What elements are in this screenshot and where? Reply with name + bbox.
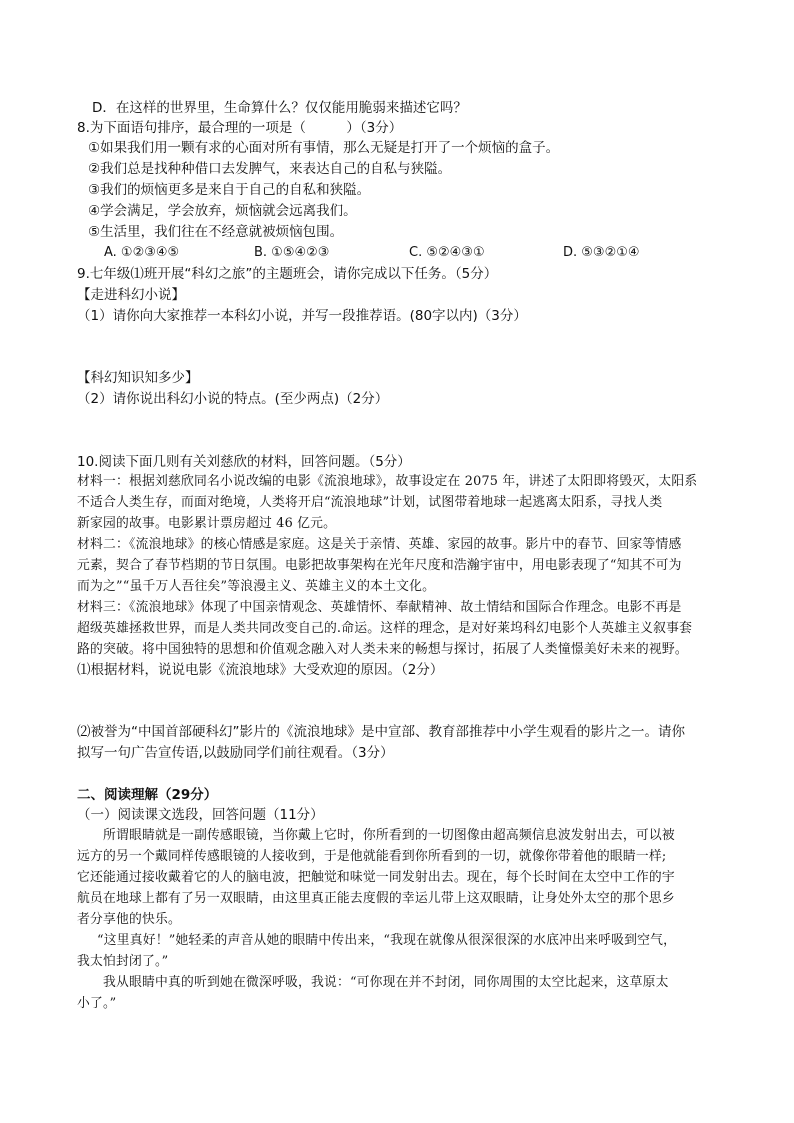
q10-stem: 10.阅读下面几则有关刘慈欣的材料，回答问题。（5分） <box>77 454 411 470</box>
material-3-line-1: 材料三：《流浪地球》体现了中国亲情观念、英雄情怀、奉献精神、故土情结和国际合作理念。电影不再是 <box>77 600 682 615</box>
q8-sentence-1: ①如果我们用一颗有求的心面对所有事情，那么无疑是打开了一个烦恼的盒子。 <box>88 140 560 156</box>
q8-sentence-3: ③我们的烦恼更多是来自于自己的自私和狭隘。 <box>88 182 371 198</box>
material-1-line-1: 材料一：根据刘慈欣同名小说改编的电影《流浪地球》，故事设定在 2075 年，讲述了太阳即将毁灭，太阳系 <box>77 474 698 489</box>
q8-sentence-5: ⑤生活里，我们往在不经意就被烦恼包围。 <box>88 224 344 240</box>
q8-sentence-4: ④学会满足，学会放弃，烦恼就会远离我们。 <box>88 203 357 219</box>
q9-task-1: （1）请你向大家推荐一本科幻小说，并写一段推荐语。(80字以内)（3分） <box>77 308 527 324</box>
material-2-line-3: 而为之”“虽千万人吾往矣”等浪漫主义、英雄主义的本土文化。 <box>77 579 436 594</box>
section-2-heading: 二、阅读理解（29分） <box>77 787 218 803</box>
passage-p2-line-1: “这里真好！”她轻柔的声音从她的眼睛中传出来，“我现在就像从很深很深的水底冲出来呼吸到空气， <box>97 933 677 948</box>
material-3-line-3: 路的突破。将中国独特的思想和价值观念融入对人类未来的畅想与探讨，拓展了人类憧憬美好未来的视野。 <box>77 642 688 657</box>
material-1-line-2: 不适合人类生存，而面对绝境，人类将开启“流浪地球”计划，试图带着地球一起逃离太阳系，寻找人类 <box>77 495 663 510</box>
q9-task-2: （2）请你说出科幻小说的特点。(至少两点)（2分） <box>77 391 389 407</box>
q8-sentence-2: ②我们总是找种种借口去发脾气，来表达自己的自私与狭隘。 <box>88 161 452 177</box>
passage-p3-line-1: 我从眼睛中真的听到她在微深呼吸，我说：“可你现在并不封闭，同你周围的太空比起来，这草原太 <box>103 975 669 990</box>
q8-option-c[interactable]: C. ⑤②④③① <box>409 245 485 260</box>
material-1-line-3: 新家园的故事。电影累计票房超过 46 亿元。 <box>77 516 337 531</box>
q7-option-d: D．在这样的世界里，生命算什么？仅仅能用脆弱来描述它吗？ <box>92 100 467 116</box>
passage-p3-line-2: 小了。” <box>77 996 117 1011</box>
q10-task-2-line-2: 拟写一句广告宣传语,以鼓励同学们前往观看。（3分） <box>77 745 394 761</box>
q9-heading-2: 【科幻知识知多少】 <box>77 370 199 386</box>
material-3-line-2: 超级英雄拯救世界，而是人类共同改变自己的.命运。这样的理念，是对好莱坞科幻电影个人英雄主义叙事套 <box>77 621 693 636</box>
passage-p2-line-2: 我太怕封闭了。” <box>77 954 169 969</box>
section-2-part-1-heading: （一）阅读课文选段，回答问题（11分） <box>77 807 324 823</box>
passage-p1-line-1: 所谓眼睛就是一副传感眼镜，当你戴上它时，你所看到的一切图像由超高频信息波发射出去，可以被 <box>103 828 675 843</box>
q8-option-a[interactable]: A. ①②③④⑤ <box>104 245 180 260</box>
q9-heading-1: 【走进科幻小说】 <box>77 287 185 303</box>
passage-p1-line-5: 者分享他的快乐。 <box>77 912 181 927</box>
material-2-line-2: 元素，契合了春节档期的节日氛围。电影把故事架构在光年尺度和浩瀚宇宙中，用电影表现了“知其不可为 <box>77 558 682 573</box>
q8-option-d[interactable]: D. ⑤③②①④ <box>563 245 640 260</box>
q8-stem: 8.为下面语句排序，最合理的一项是（ ）（3分） <box>77 120 403 136</box>
passage-p1-line-2: 远方的另一个戴同样传感眼镜的人接收到，于是他就能看到你所看到的一切，就像你带着他的眼睛一样; <box>77 849 667 864</box>
q10-task-2-line-1: ⑵被誉为“中国首部硬科幻”影片的《流浪地球》是中宣部、教育部推荐中小学生观看的影片之一。请你 <box>77 724 685 740</box>
q10-task-1: ⑴根据材料，说说电影《流浪地球》大受欢迎的原因。（2分） <box>77 662 444 678</box>
material-2-line-1: 材料二：《流浪地球》的核心情感是家庭。这是关于亲情、英雄、家园的故事。影片中的春节、回家等情感 <box>77 537 682 552</box>
passage-p1-line-3: 它还能通过接收戴着它的人的脑电波，把触觉和味觉一同发射出去。现在，每个长时间在太空中工作的宇 <box>77 870 675 885</box>
passage-p1-line-4: 航员在地球上都有了另一双眼睛，由这里真正能去度假的幸运儿带上这双眼睛，让身处外太空的那个思乡 <box>77 891 675 906</box>
q8-option-b[interactable]: B. ①⑤④②③ <box>254 245 330 260</box>
q9-stem: 9.七年级⑴班开展“科幻之旅”的主题班会，请你完成以下任务。（5分） <box>77 266 498 282</box>
